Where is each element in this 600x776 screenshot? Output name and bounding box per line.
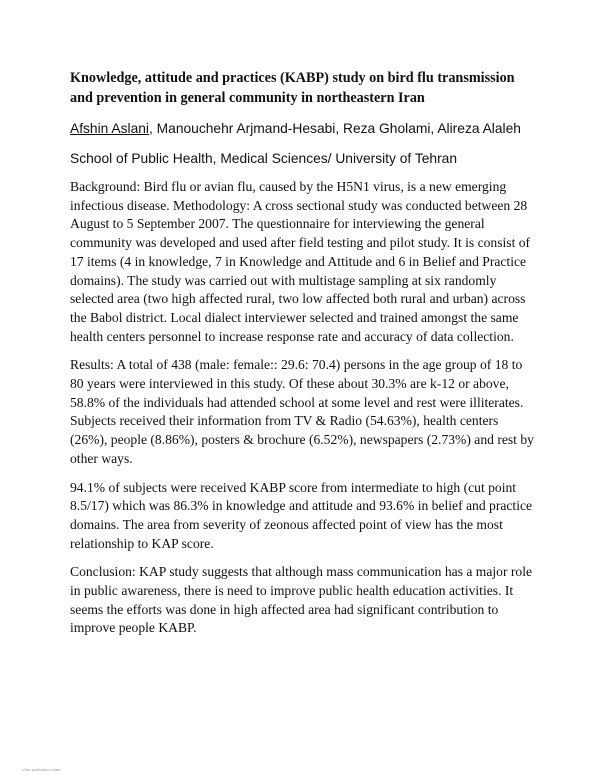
abstract-scores: 94.1% of subjects were received KABP score from intermediate to high (cut point 8.5/17) which was 86.3% in knowledge and attitude and 93.6% in belief and practice domains. The area from severity of zeonous affected point of view has the most relationship to KAP score.	[70, 479, 533, 551]
other-authors: , Manouchehr Arjmand-Hesabi, Reza Gholami, Alireza Alaleh	[149, 121, 521, 136]
abstract-conclusion: Conclusion: KAP study suggests that although mass communication has a major role in public awareness, there is need to improve public health education activities. It seems the efforts was done in high affected area had significant contribution to improve people KABP.	[70, 564, 533, 636]
first-author-link[interactable]: Afshin Aslani	[70, 121, 149, 136]
view-publication-stats-link[interactable]: View publication stats	[22, 767, 61, 772]
author-list	[70, 120, 535, 138]
paper-title: Knowledge, attitude and practices (KABP) study on bird flu transmission and prevention in general community in northeastern Iran	[70, 70, 515, 106]
affiliation: School of Public Health, Medical Sciences/ University of Tehran	[70, 151, 458, 166]
abstract-results: Results: A total of 438 (male: female:: 29.6: 70.4) persons in the age group of 18 to 80 years were interviewed in this study. Of these about 30.3% are k-12 or above, 58.8% of the individuals had attended school at some level and rest were illiterates. Subjects received their information from TV & Radio (54.63%), health centers (26%), people (8.86%), posters & brochure (6.52%), newspapers (2.73%) and rest by other ways.	[70, 357, 534, 466]
abstract-background: Background: Bird flu or avian flu, caused by the H5N1 virus, is a new emerging infectious disease. Methodology: A cross sectional study was conducted between 28 August to 5 September 2007. The questionnaire for interviewing the general community was developed and used after field testing and pilot study. It is consist of 17 items (4 in knowledge, 7 in Knowledge and Attitude and 6 in Belief and Practice domains). The study was carried out with multistage sampling at six randomly selected area (two high affected rural, two low affected both rural and urban) across the Babol district. Local dialect interviewer selected and trained amongst the same health centers personnel to increase response rate and accuracy of data collection.	[70, 179, 531, 344]
paper-page	[70, 68, 535, 648]
